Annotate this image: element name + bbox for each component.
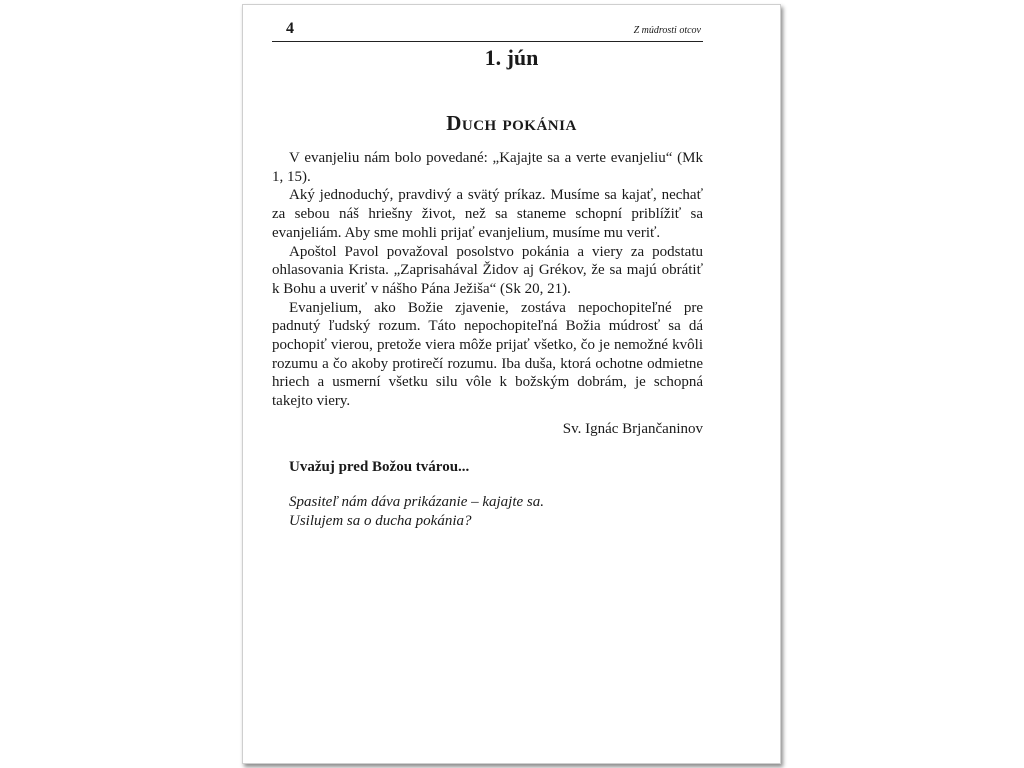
paragraph: Evanjelium, ako Božie zjavenie, zostáva nepochopiteľné pre padnutý ľudský rozum. Táto nepochopiteľná Božia múdrosť sa dá pochopiť vierou, pretože viera môže prijať všetko, čo je nemožné kvôli rozumu a čo akoby protirečí rozumu. Iba duša, ktorá ochotne odmietne hriech a usmerní všetku silu vôle k božským dobrám, je schopná takejto viery. bbox=[272, 299, 703, 410]
author-signature: Sv. Ignác Brjančaninov bbox=[562, 421, 703, 437]
section-title: Duch pokánia bbox=[446, 111, 577, 135]
paragraph: Aký jednoduchý, pravdivý a svätý príkaz. Musíme sa kajať, nechať za sebou náš hriešny život, než sa staneme schopní priblížiť sa evanjeliám. Aby sme mohli prijať evanjelium, musíme mu veriť. bbox=[272, 187, 703, 241]
reflection-heading: Uvažuj pred Božou tvárou... bbox=[289, 459, 470, 475]
paragraph: V evanjeliu nám bolo povedané: „Kajajte sa a verte evanjeliu“ (Mk 1, 15). bbox=[272, 150, 703, 185]
running-head bbox=[272, 19, 703, 42]
date-heading: 1. jún bbox=[484, 45, 539, 70]
reflection-line: Spasiteľ nám dáva prikázanie – kajajte sa. bbox=[289, 494, 545, 510]
reflection-lines bbox=[289, 493, 544, 530]
page-number: 4 bbox=[286, 20, 294, 37]
reflection-line: Usilujem sa o ducha pokánia? bbox=[289, 512, 472, 529]
book-title: Z múdrosti otcov bbox=[633, 25, 701, 36]
body-text bbox=[272, 149, 703, 411]
paragraph: Apoštol Pavol považoval posolstvo pokánia a viery za podstatu ohlasovania Krista. „Zaprisahával Židov aj Grékov, že sa majú obrátiť k Bohu a uveriť v nášho Pána Ježiša“ (Sk 20, 21). bbox=[272, 243, 703, 297]
document-page bbox=[242, 4, 781, 764]
